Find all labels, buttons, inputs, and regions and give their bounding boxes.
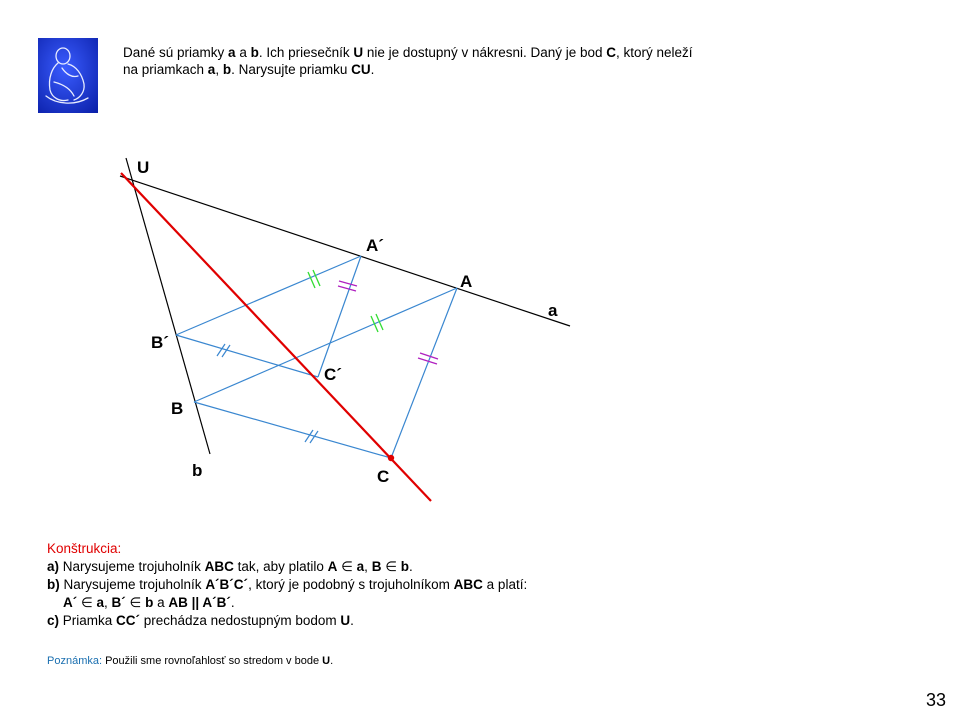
segment-ca: [391, 288, 457, 458]
label-c-prime: C´: [324, 365, 342, 384]
construction-heading: Konštrukcia:: [47, 541, 122, 556]
construction-step-a: a) Narysujeme trojuholník ABC tak, aby platilo A ∈ a, B ∈ b.: [47, 559, 413, 574]
construction-step-c: c) Priamka CC´ prechádza nedostupným bodom U.: [47, 613, 354, 628]
point-c: [388, 455, 394, 461]
task-line-2: na priamkach a, b. Narysujte priamku CU.: [123, 62, 375, 77]
label-line-b: b: [192, 461, 203, 480]
task-line-1: Dané sú priamky a a b. Ich priesečník U nie je dostupný v nákresni. Daný je bod C, ktorý neleží: [123, 45, 693, 60]
label-c-point: C: [377, 467, 390, 486]
label-b-prime: B´: [151, 333, 169, 352]
construction-steps: [47, 540, 527, 630]
note: Poznámka: Použili sme rovnoľahlosť so stredom v bode U.: [47, 655, 334, 667]
construction-step-b: b) Narysujeme trojuholník A´B´C´, ktorý je podobný s trojuholníkom ABC a platí:: [47, 577, 528, 592]
parallel-marks-blue: [217, 344, 318, 443]
triangle-abc-prime: [176, 256, 361, 377]
page-number: 33: [925, 690, 946, 710]
line-a: [120, 176, 570, 326]
label-a-prime: A´: [366, 236, 384, 255]
segment-ab: [194, 288, 457, 402]
segment-a-prime-b-prime: [176, 256, 361, 335]
construction-step-b-cont: A´ ∈ a, B´ ∈ b a AB || A´B´.: [63, 595, 235, 610]
parallel-marks-purple: [338, 281, 438, 364]
label-a-point: A: [460, 272, 473, 291]
segment-c-prime-a-prime: [318, 256, 361, 377]
label-line-a: a: [548, 301, 558, 320]
segment-bc: [194, 402, 391, 458]
label-b-point: B: [171, 399, 184, 418]
note-label: Poznámka:: [47, 655, 103, 667]
label-u: U: [137, 158, 150, 177]
segment-b-prime-c-prime: [176, 335, 318, 377]
